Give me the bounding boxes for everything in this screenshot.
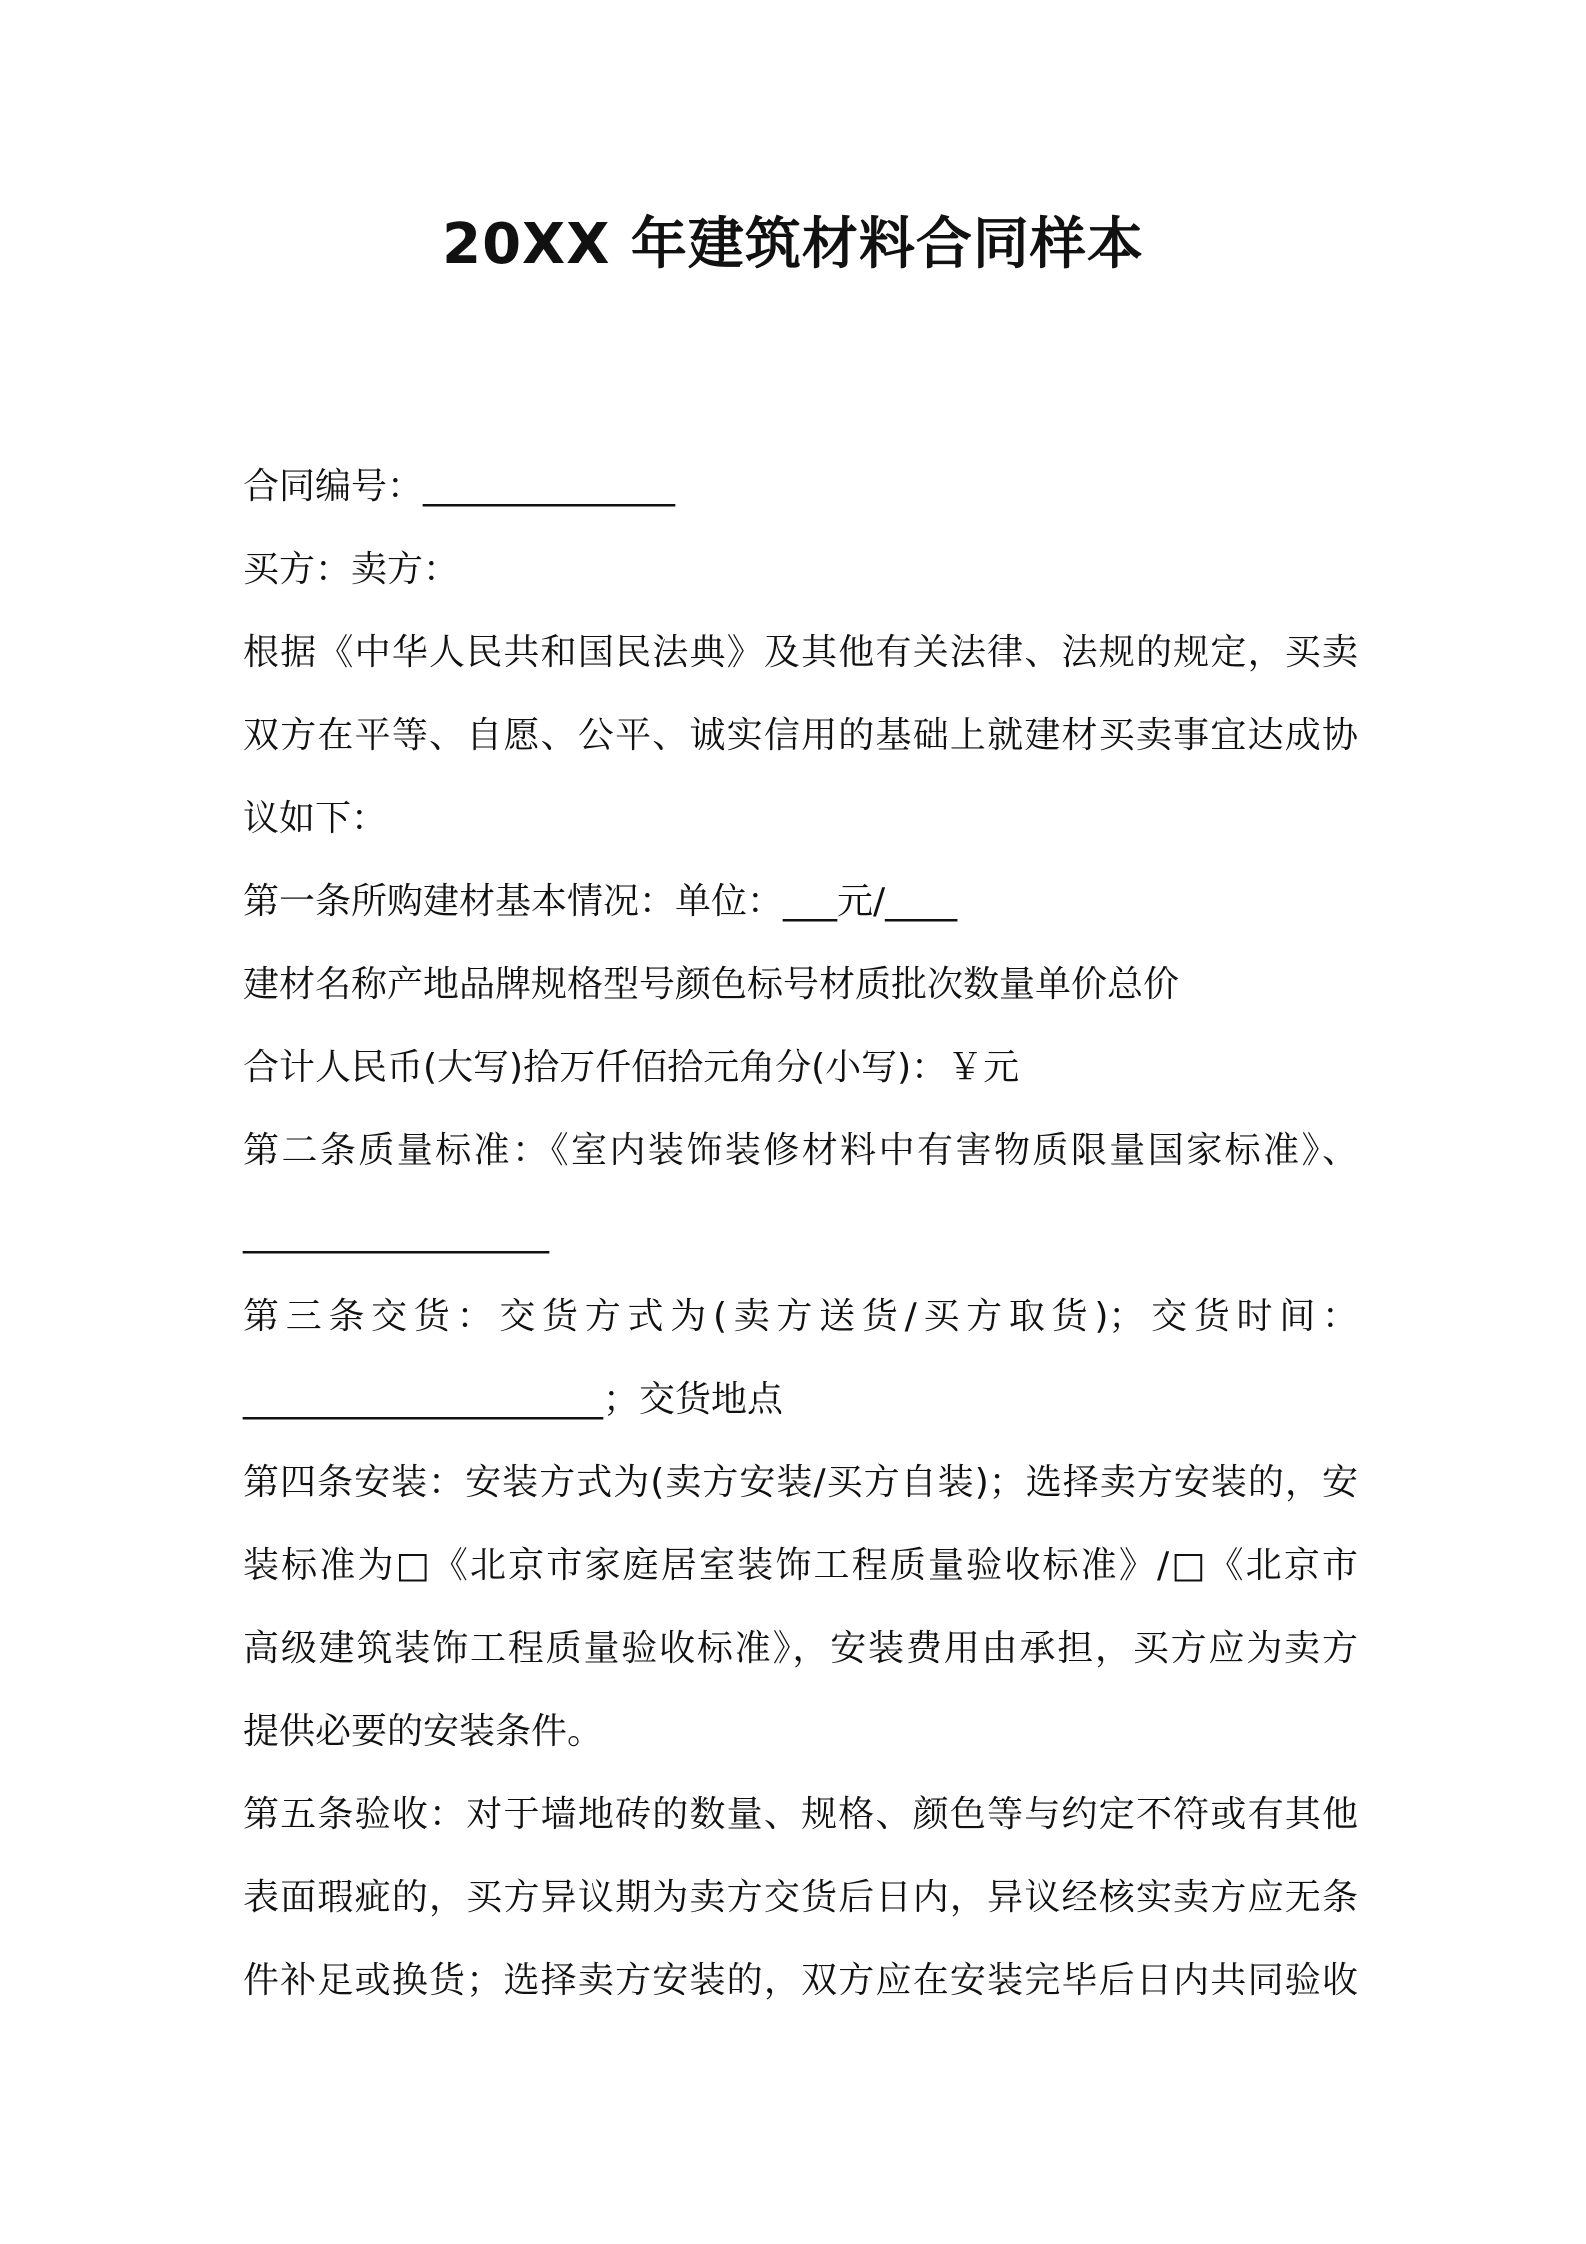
article-5-line-3: 件补足或换货；选择卖方安装的，双方应在安装完毕后日内共同验收	[243, 1960, 1358, 2001]
material-columns-line: 建材名称产地品牌规格型号颜色标号材质批次数量单价总价	[243, 964, 1180, 1005]
preamble-line-1: 根据《中华人民共和国民法典》及其他有关法律、法规的规定，买卖	[243, 632, 1358, 673]
contract-number-line: 合同编号：______________	[243, 466, 676, 507]
article-4-line-1: 第四条安装：安装方式为(卖方安装/买方自装)；选择卖方安装的，安	[243, 1462, 1358, 1503]
preamble-line-2: 双方在平等、自愿、公平、诚实信用的基础上就建材买卖事宜达成协	[243, 715, 1358, 756]
article-2-blank-line: _________________	[243, 1213, 549, 1254]
article-3-line-1: 第三条交货：交货方式为(卖方送货/买方取货)；交货时间：	[243, 1296, 1358, 1337]
article-5-line-2: 表面瑕疵的，买方异议期为卖方交货后日内，异议经核实卖方应无条	[243, 1877, 1358, 1918]
article-4-line-2: 装标准为□《北京市家庭居室装饰工程质量验收标准》/□《北京市	[243, 1545, 1358, 1586]
article-3-line-2: ____________________；交货地点	[243, 1379, 784, 1420]
total-amount-line: 合计人民币(大写)拾万仟佰拾元角分(小写)：￥元	[243, 1047, 1020, 1088]
article-4-line-3: 高级建筑装饰工程质量验收标准》，安装费用由承担，买方应为卖方	[243, 1628, 1358, 1669]
parties-line: 买方：卖方：	[243, 549, 460, 590]
document-body	[243, 445, 1358, 2022]
article-1-line: 第一条所购建材基本情况：单位：___元/____	[243, 881, 958, 922]
document-title: 20XX 年建筑材料合同样本	[442, 212, 1144, 277]
preamble-line-3: 议如下：	[243, 798, 388, 839]
article-4-line-4: 提供必要的安装条件。	[243, 1711, 604, 1752]
article-2-line: 第二条质量标准：《室内装饰装修材料中有害物质限量国家标准》、	[243, 1130, 1358, 1171]
article-5-line-1: 第五条验收：对于墙地砖的数量、规格、颜色等与约定不符或有其他	[243, 1794, 1358, 1835]
